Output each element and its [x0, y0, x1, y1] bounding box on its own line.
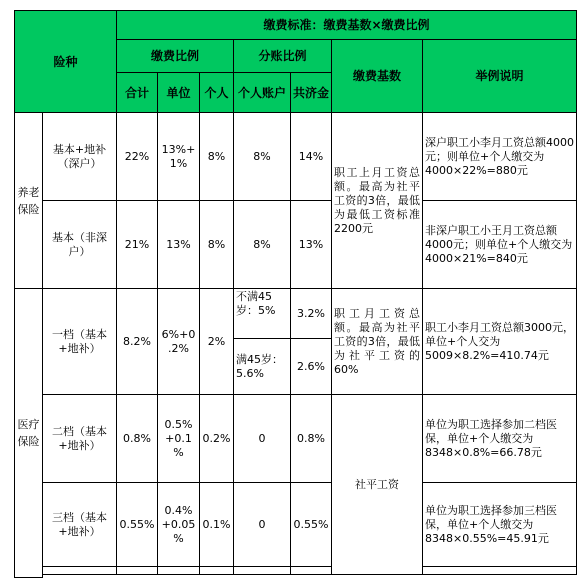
- medical-tier1-account-over45: 满45岁：5.6%: [234, 339, 291, 395]
- table-row-cut: [43, 567, 117, 575]
- pension-example: 深户职工小李月工资总额4000元；则单位+个人缴交为4000×22%=880元: [423, 113, 577, 201]
- medical-tier1-individual: 2%: [200, 289, 234, 395]
- table-row-cut: [117, 575, 158, 578]
- table-row-cut: [158, 567, 200, 575]
- table-row-cut: [291, 575, 332, 578]
- header-pooled-fund: 共济金: [291, 73, 332, 113]
- header-personal-account: 个人账户: [234, 73, 291, 113]
- medical-tier1-pooled-over45: 2.6%: [291, 339, 332, 395]
- medical-group-label: 医疗保险: [15, 289, 43, 578]
- header-insurance-type: 险种: [15, 11, 117, 113]
- table-row-cut: [234, 575, 291, 578]
- medical-tier2-total: 0.8%: [117, 395, 158, 483]
- medical-tier2-employer: 0.5%+0.1%: [158, 395, 200, 483]
- medical-tier1-type: 一档（基本+地补）: [43, 289, 117, 395]
- medical-tier2-type: 二档（基本+地补）: [43, 395, 117, 483]
- medical-tier23-base: 社平工资: [332, 395, 423, 575]
- pension-group-label: 养老保险: [15, 113, 43, 289]
- header-title: 缴费标准：缴费基数×缴费比例: [117, 11, 577, 40]
- table-row-cut: [423, 567, 577, 575]
- medical-tier2-individual: 0.2%: [200, 395, 234, 483]
- medical-tier3-individual: 0.1%: [200, 483, 234, 567]
- table-row-cut: [291, 567, 332, 575]
- header-contribution-rate: 缴费比例: [117, 40, 234, 73]
- pension-individual: 8%: [200, 113, 234, 201]
- pension-employer: 13%+1%: [158, 113, 200, 201]
- table-row-cut: [117, 567, 158, 575]
- pension-total: 21%: [117, 201, 158, 289]
- header-example: 举例说明: [423, 40, 577, 113]
- medical-tier3-example: 单位为职工选择参加三档医保，单位+个人缴交为8348×0.55%=45.91元: [423, 483, 577, 567]
- medical-tier1-employer: 6%+0.2%: [158, 289, 200, 395]
- pension-pooled: 14%: [291, 113, 332, 201]
- medical-tier1-total: 8.2%: [117, 289, 158, 395]
- pension-type: 基本+地补（深户）: [43, 113, 117, 201]
- pension-type: 基本（非深户）: [43, 201, 117, 289]
- medical-tier1-base: 职工月工资总额。最高为社平工资的3倍，最低为社平工资的60%: [332, 289, 423, 395]
- header-base: 缴费基数: [332, 40, 423, 113]
- table-row-cut: [234, 567, 291, 575]
- pension-example: 非深户职工小王月工资总额4000元；则单位+个人缴交为4000×21%=840元: [423, 201, 577, 289]
- medical-tier1-account-under45: 不满45岁：5%: [234, 289, 291, 339]
- medical-tier3-total: 0.55%: [117, 483, 158, 567]
- medical-tier3-type: 三档（基本+地补）: [43, 483, 117, 567]
- table-row-cut: [158, 575, 200, 578]
- pension-base: 职工上月工资总额。最高为社平工资的3倍，最低为最低工资标准2200元: [332, 113, 423, 289]
- contribution-table: [14, 10, 577, 578]
- table-row-cut: [200, 575, 234, 578]
- medical-tier3-employer: 0.4%+0.05%: [158, 483, 200, 567]
- medical-tier3-personal-account: 0: [234, 483, 291, 567]
- header-total: 合计: [117, 73, 158, 113]
- pension-personal-account: 8%: [234, 113, 291, 201]
- medical-tier2-personal-account: 0: [234, 395, 291, 483]
- table-row-cut: [200, 567, 234, 575]
- medical-tier1-pooled-under45: 3.2%: [291, 289, 332, 339]
- medical-tier2-pooled: 0.8%: [291, 395, 332, 483]
- table-row-cut: [43, 575, 117, 578]
- pension-pooled: 13%: [291, 201, 332, 289]
- medical-tier2-example: 单位为职工选择参加二档医保，单位+个人缴交为8348×0.8%=66.78元: [423, 395, 577, 483]
- table-row-cut: [332, 575, 423, 578]
- medical-tier3-pooled: 0.55%: [291, 483, 332, 567]
- pension-personal-account: 8%: [234, 201, 291, 289]
- header-individual: 个人: [200, 73, 234, 113]
- medical-tier1-example: 职工小李月工资总额3000元，单位+个人交为5009×8.2%=410.74元: [423, 289, 577, 395]
- pension-employer: 13%: [158, 201, 200, 289]
- header-employer: 单位: [158, 73, 200, 113]
- pension-individual: 8%: [200, 201, 234, 289]
- header-split-ratio: 分账比例: [234, 40, 332, 73]
- pension-total: 22%: [117, 113, 158, 201]
